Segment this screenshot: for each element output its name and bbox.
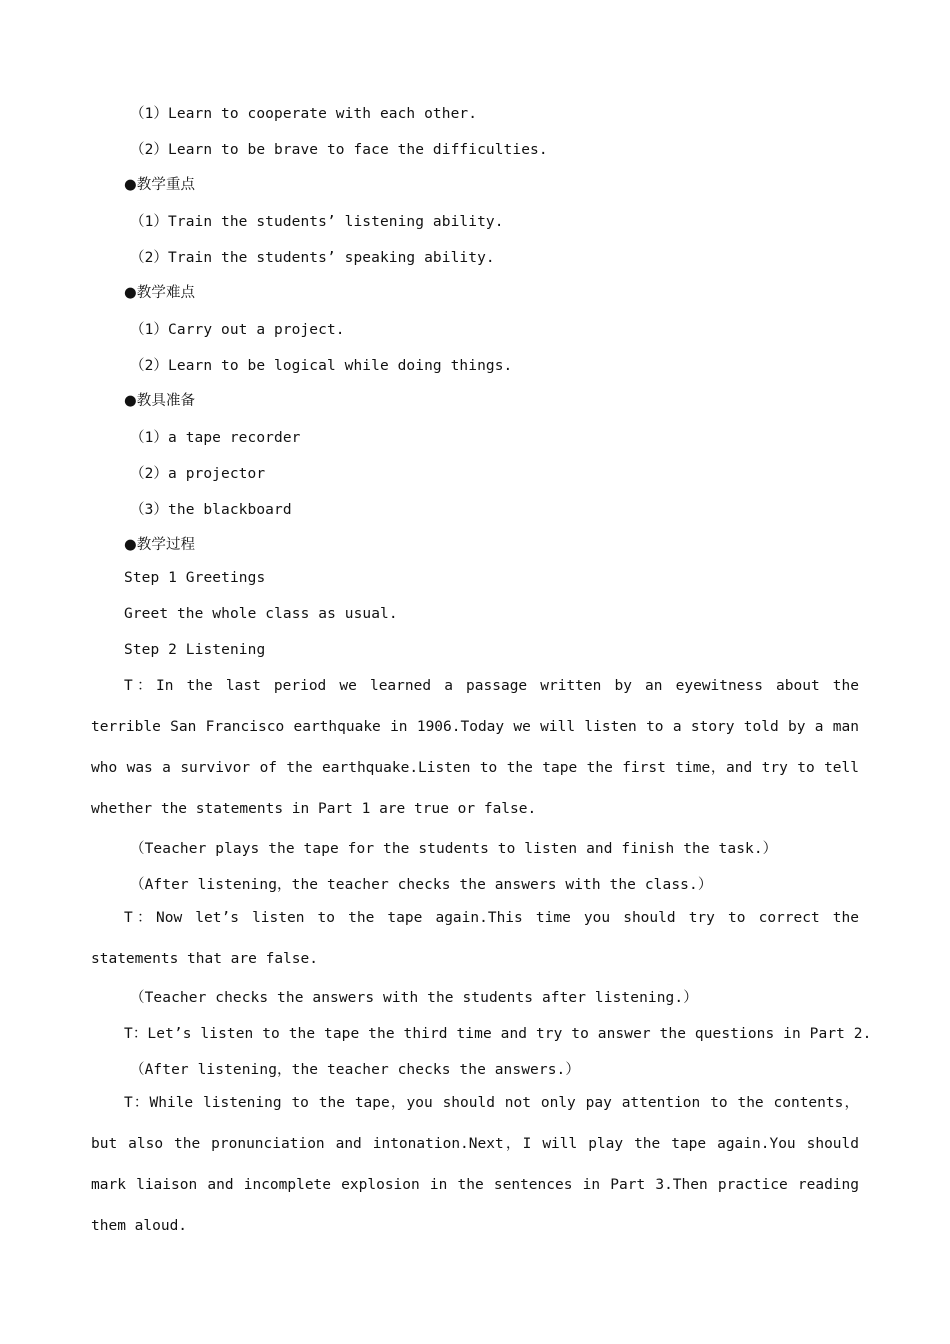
note-3: （Teacher checks the answers with the students after listening.） (130, 990, 698, 1006)
objective-1: （1）Learn to cooperate with each other. (130, 106, 478, 122)
paragraph-pronunciation: T：While listening to the tape，you should not only pay attention to the contents，but also the pronunciation and intonation.Next，I will play the tape again.You should mark liaison and incomplete explosion in the sentences in Part 3.Then practice reading them aloud. (91, 1095, 859, 1234)
key-point-2: （2）Train the students’ speaking ability. (130, 250, 495, 266)
difficult-point-2: （2）Learn to be logical while doing things. (130, 358, 513, 374)
process-heading: ●教学过程 (124, 537, 196, 553)
step2-title: Step 2 Listening (124, 642, 266, 658)
teaching-aid-1: （1）a tape recorder (130, 430, 301, 446)
difficult-points-heading: ●教学难点 (124, 285, 196, 301)
objective-2: （2）Learn to be brave to face the difficulties. (130, 142, 548, 158)
note-4: （After listening，the teacher checks the answers.） (130, 1062, 580, 1078)
teaching-aids-heading: ●教具准备 (124, 393, 196, 409)
step1-title: Step 1 Greetings (124, 570, 266, 586)
key-points-heading: ●教学重点 (124, 177, 196, 193)
paragraph-second-listen: T：Now let’s listen to the tape again.This time you should try to correct the statements that are false. (91, 910, 859, 967)
teaching-aid-2: （2）a projector (130, 466, 266, 482)
paragraph-third-listen: T：Let’s listen to the tape the third time and try to answer the questions in Part 2. (124, 1026, 872, 1042)
paragraph-intro: T：In the last period we learned a passage written by an eyewitness about the terrible San Francisco earthquake in 1906.Today we will listen to a story told by a man who was a survivor of the earthquake.Listen to the tape the first time，and try to tell whether the statements in Part 1 are true or false. (91, 678, 859, 817)
key-point-1: （1）Train the students’ listening ability. (130, 214, 504, 230)
teaching-aid-3: （3）the blackboard (130, 502, 292, 518)
note-2: （After listening，the teacher checks the answers with the class.） (130, 877, 713, 893)
note-1: （Teacher plays the tape for the students to listen and finish the task.） (130, 841, 778, 857)
step1-text: Greet the whole class as usual. (124, 606, 398, 622)
difficult-point-1: （1）Carry out a project. (130, 322, 345, 338)
